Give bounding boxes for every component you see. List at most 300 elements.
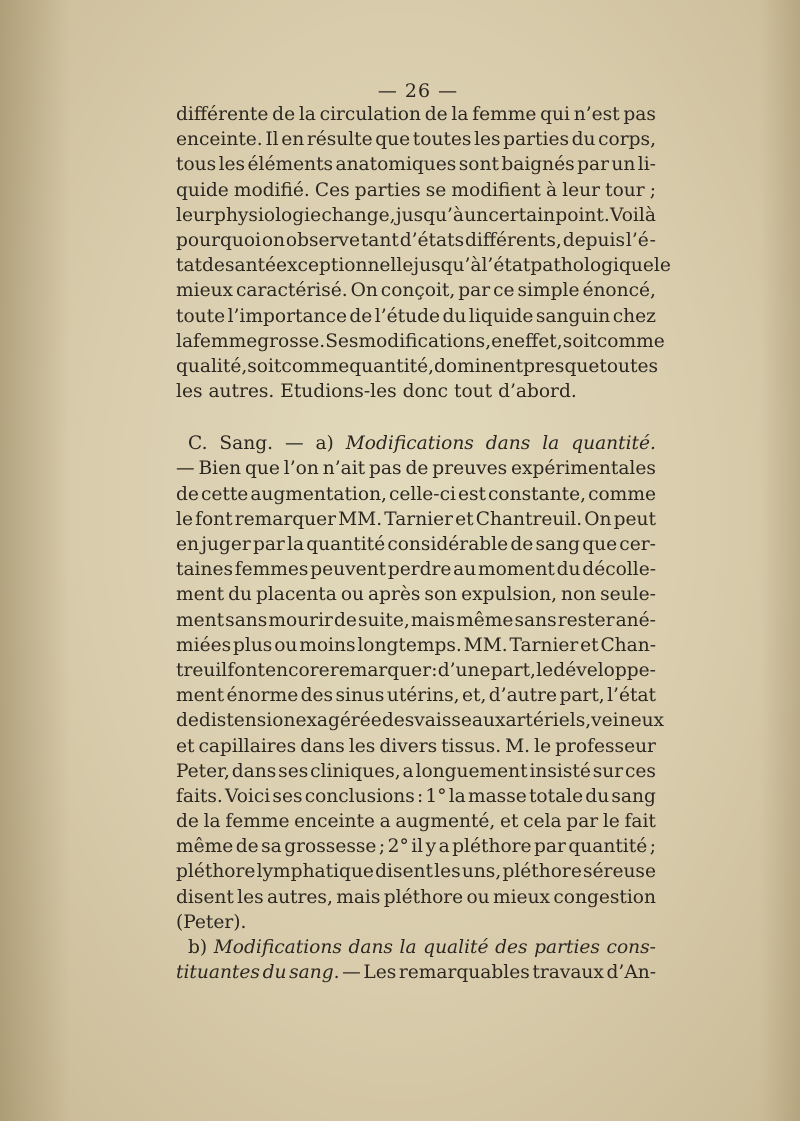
word: y	[425, 836, 437, 858]
text-line	[176, 178, 656, 203]
word: ;	[378, 836, 386, 858]
word: la	[176, 330, 194, 352]
word: par	[566, 811, 599, 833]
word: disent	[176, 886, 234, 908]
word: mais	[336, 886, 381, 908]
word: quantité	[306, 534, 386, 555]
word: tour	[605, 179, 645, 201]
word: donc	[402, 381, 449, 403]
word: n’ait	[322, 458, 366, 480]
text-line	[176, 784, 656, 809]
word: développe-	[553, 659, 656, 681]
word: ces	[625, 760, 656, 782]
word: expérimentales	[511, 458, 656, 480]
word: change,	[321, 204, 396, 226]
word: différents,	[464, 229, 562, 251]
word: conclusions	[304, 785, 415, 807]
word: énoncé,	[582, 280, 656, 302]
word: en	[281, 129, 305, 151]
word: comme	[281, 355, 350, 377]
text-line	[176, 532, 656, 557]
word: sans	[225, 609, 268, 631]
word: des	[381, 710, 415, 732]
word: de	[333, 609, 357, 631]
word: peut	[613, 508, 656, 530]
word: quantité	[568, 836, 648, 858]
text-line	[176, 329, 665, 354]
word: de	[176, 710, 199, 732]
word: le	[536, 659, 554, 681]
word: un	[611, 154, 636, 176]
word: modifient	[451, 179, 541, 201]
word: congestion	[553, 886, 656, 908]
word: Ces	[314, 179, 350, 201]
word: que	[582, 534, 618, 555]
text-line	[176, 456, 656, 481]
word: femme	[193, 330, 258, 352]
word: part,	[490, 659, 536, 681]
word: ment	[176, 584, 225, 606]
word: Tarnier	[509, 634, 579, 656]
word: ses	[272, 785, 303, 807]
word: par	[534, 836, 566, 858]
word: parties	[503, 129, 570, 151]
word: toute	[176, 305, 226, 327]
word: par	[577, 154, 609, 176]
word: ;	[649, 179, 656, 201]
word: point.	[555, 204, 610, 226]
word: certain	[488, 204, 556, 226]
word: ;	[649, 836, 656, 858]
word: modifications,	[358, 330, 492, 352]
word: sinus	[335, 685, 385, 707]
word: à	[546, 179, 558, 201]
word: faits.	[176, 785, 223, 807]
word: un	[464, 204, 489, 226]
word: corps,	[598, 129, 656, 151]
text-line	[176, 228, 656, 253]
word: pas	[369, 458, 402, 480]
word: On	[350, 280, 378, 302]
word: qualité,	[176, 355, 248, 377]
word: Tarnier	[384, 508, 454, 530]
word: distension	[198, 710, 296, 732]
word: le	[534, 735, 552, 757]
word: après	[367, 584, 421, 606]
word: la	[203, 811, 221, 833]
word: du	[228, 584, 252, 606]
word: remarquables	[398, 962, 530, 984]
word: se	[425, 179, 447, 201]
word: sang	[611, 785, 656, 807]
word: part,	[559, 685, 605, 707]
word: ané-	[615, 609, 656, 631]
word: et	[176, 735, 195, 757]
word: Ses	[325, 330, 359, 352]
word: font	[195, 508, 233, 530]
word: Sang.	[219, 433, 274, 455]
word: dans	[348, 937, 393, 958]
word: Les	[363, 962, 397, 984]
paragraph	[176, 431, 665, 935]
word: quantité,	[349, 355, 435, 377]
word: pléthore	[502, 861, 582, 883]
text-line	[176, 253, 671, 278]
word: de	[272, 104, 296, 125]
word: les	[237, 886, 264, 908]
word: sur	[592, 760, 624, 782]
word: preuves	[432, 458, 508, 480]
text-line	[176, 278, 656, 303]
text-line	[176, 859, 656, 884]
word: il	[411, 836, 424, 858]
word: exagérée	[295, 710, 382, 732]
word: pléthore	[452, 836, 532, 858]
word: baignés	[501, 154, 575, 176]
word: Peter,	[176, 760, 230, 782]
word: et	[580, 634, 599, 656]
word: de	[405, 458, 429, 480]
word: :	[431, 659, 438, 681]
word: pathologique	[530, 255, 654, 277]
word: les	[218, 154, 246, 176]
word: vaisseaux	[414, 710, 506, 732]
word: a)	[315, 433, 334, 455]
word: la	[451, 104, 469, 125]
word: que	[245, 458, 280, 480]
word: li-	[637, 154, 656, 176]
word: est	[457, 483, 486, 505]
word: le	[653, 255, 671, 277]
word: disent	[375, 861, 433, 883]
word: le	[602, 811, 620, 833]
word: parties	[534, 937, 600, 958]
word: femme	[472, 104, 537, 125]
word: peuvent	[310, 559, 387, 581]
word: lymphatique	[256, 861, 374, 883]
word: l’importance	[227, 305, 347, 327]
word: la	[542, 433, 560, 455]
word: l’é	[625, 229, 649, 251]
word: Modifications	[345, 433, 474, 455]
text-line	[176, 203, 656, 228]
word: quantité.	[571, 433, 656, 455]
word: du	[585, 785, 610, 807]
text-line	[176, 834, 656, 859]
word: tout	[454, 381, 493, 403]
word: tat	[176, 255, 203, 277]
text-line	[176, 885, 656, 910]
word: du	[262, 962, 287, 984]
word: physiologie	[214, 204, 322, 226]
word: parties	[354, 179, 421, 201]
word: observe	[285, 229, 360, 251]
word: Voilà	[610, 204, 656, 226]
word: miées	[176, 634, 232, 656]
word: ses	[278, 760, 309, 782]
word: totale	[528, 785, 584, 807]
word: du	[556, 559, 581, 581]
text-line	[176, 960, 656, 985]
word: les	[176, 381, 203, 403]
word: et	[455, 508, 474, 530]
word: MM.	[463, 634, 508, 656]
word: artériels,	[505, 710, 592, 732]
word: même	[456, 609, 514, 631]
word: ou	[340, 584, 364, 606]
text-line	[176, 152, 656, 177]
word: capillaires	[198, 735, 297, 757]
word: le	[176, 508, 193, 530]
word: dans	[485, 433, 531, 455]
word: remarquer	[329, 659, 432, 681]
word: mourir	[268, 609, 333, 631]
word: sang.	[289, 962, 340, 984]
word: Chantreuil.	[475, 508, 583, 530]
word: expulsion,	[461, 584, 557, 606]
word: la	[287, 534, 305, 555]
word: les	[474, 129, 501, 151]
word: circulation	[319, 104, 421, 125]
word: On	[584, 508, 612, 530]
text-line	[176, 683, 656, 708]
text-line	[176, 127, 656, 152]
word: d’autre	[488, 685, 558, 707]
word: grosse.	[257, 330, 326, 352]
word: enceinte.	[176, 129, 263, 151]
word: par	[252, 534, 285, 555]
word: que	[375, 129, 411, 151]
word: b)	[188, 937, 208, 958]
word: résulte	[306, 129, 373, 151]
word: n’est	[573, 104, 620, 125]
word: autres,	[267, 886, 333, 908]
word: sont	[458, 154, 499, 176]
word: cons-	[606, 937, 656, 958]
word: augmentation,	[250, 483, 387, 505]
word: d’une	[437, 659, 491, 681]
word: qui	[540, 104, 570, 125]
word: a	[438, 836, 450, 858]
word: 2°	[387, 836, 409, 858]
word: de	[202, 255, 225, 277]
word: constante,	[488, 483, 587, 505]
word: —	[284, 433, 304, 455]
word: C.	[188, 433, 208, 455]
word: pourquoi	[176, 229, 261, 251]
word: Voici	[225, 785, 271, 807]
word: augmenté,	[395, 811, 496, 833]
word: l’état	[607, 685, 656, 707]
page-number: — 26 —	[377, 80, 459, 102]
word: femmes	[234, 559, 309, 581]
word: grossesse	[284, 836, 377, 858]
word: comme	[588, 483, 656, 505]
word: en	[491, 330, 515, 352]
word: ment	[176, 609, 225, 631]
word: de	[349, 305, 373, 327]
word: professeur	[555, 735, 656, 757]
word: veineux	[591, 710, 665, 732]
text-line	[176, 582, 656, 607]
word: toutes	[412, 129, 472, 151]
word: remarquer	[234, 508, 337, 530]
word: jusqu’à	[413, 255, 482, 277]
word: de	[510, 534, 534, 555]
word: non	[560, 584, 597, 606]
word: font	[227, 659, 265, 681]
word: et	[500, 811, 519, 833]
word: l’on	[283, 458, 319, 480]
word: en	[176, 534, 199, 555]
word: enceinte	[294, 811, 375, 833]
word: a	[402, 760, 414, 782]
word: placenta	[255, 584, 337, 606]
word: 1°	[425, 785, 447, 807]
word: taines	[176, 559, 234, 581]
word: femme	[225, 811, 290, 833]
word: Modifications	[213, 937, 342, 958]
word: sanguin	[535, 305, 611, 327]
word: comme	[596, 330, 665, 352]
word: MM.	[338, 508, 383, 530]
word: qualité	[423, 937, 489, 958]
word: moment	[477, 559, 555, 581]
word: mais	[410, 609, 456, 631]
word: plus	[232, 634, 273, 656]
word: exceptionnelle	[276, 255, 414, 277]
word: dans	[231, 760, 277, 782]
word: Bien	[198, 458, 242, 480]
word: on	[261, 229, 286, 251]
text-line	[176, 633, 656, 658]
word: les	[348, 735, 376, 757]
word: tous	[176, 154, 217, 176]
word: caractérisé.	[236, 280, 348, 302]
word: travaux	[532, 962, 604, 984]
text-line	[176, 354, 659, 379]
body-text	[176, 102, 671, 985]
text-line	[176, 608, 656, 633]
word: ce	[493, 280, 515, 302]
word: longtemps.	[357, 634, 462, 656]
word: —	[342, 962, 361, 984]
word: masse	[467, 785, 527, 807]
word: cer-	[619, 534, 656, 555]
paragraph	[176, 102, 671, 404]
word: uns,	[461, 861, 502, 883]
word: par	[458, 280, 491, 302]
word: de	[176, 811, 199, 833]
word: divers	[379, 735, 438, 757]
word: soit	[247, 355, 282, 377]
word: l’étude	[374, 305, 440, 327]
word: sans	[514, 609, 557, 631]
word: décolle-	[582, 559, 656, 581]
word: ment	[176, 685, 225, 707]
word: presque	[523, 355, 600, 377]
word: Etudions-les	[280, 381, 397, 403]
word: leur	[562, 179, 601, 201]
word: -	[649, 229, 656, 251]
word: :	[416, 785, 424, 807]
word: —	[176, 458, 195, 480]
word: tituantes	[176, 962, 260, 984]
word: insisté	[529, 760, 591, 782]
word: considérable	[387, 534, 509, 555]
text-line	[176, 557, 656, 582]
word: des	[300, 685, 334, 707]
word: d’états	[399, 229, 465, 251]
paragraph-gap	[176, 404, 656, 431]
word: mieux	[176, 280, 234, 302]
text-line	[176, 379, 656, 404]
word: suite,	[357, 609, 410, 631]
text-line	[176, 507, 656, 532]
word: d’abord.	[498, 381, 577, 403]
word: simple	[517, 280, 580, 302]
word: toutes	[599, 355, 659, 377]
text-line	[176, 708, 665, 733]
word: son	[424, 584, 458, 606]
word: dans	[300, 735, 345, 757]
text-line	[176, 809, 656, 834]
word: même	[176, 836, 234, 858]
paragraph	[176, 935, 656, 985]
text-line	[176, 658, 656, 683]
word: encore	[265, 659, 330, 681]
word: liquide	[468, 305, 534, 327]
word: chez	[612, 305, 656, 327]
word: de	[424, 104, 448, 125]
word: les	[434, 861, 461, 883]
word: la	[298, 104, 316, 125]
text-line	[176, 304, 656, 329]
word: Il	[265, 129, 279, 151]
word: conçoit,	[380, 280, 456, 302]
word: juger	[201, 534, 251, 555]
word: perdre	[387, 559, 452, 581]
word: séreuse	[583, 861, 656, 883]
word: utérins,	[386, 685, 460, 707]
word: et,	[461, 685, 487, 707]
word: autres.	[208, 381, 275, 403]
word: M.	[505, 735, 531, 757]
word: Chan-	[600, 634, 656, 656]
text-line	[176, 102, 656, 127]
word: la	[399, 937, 417, 958]
word: depuis	[562, 229, 625, 251]
word: l’état	[481, 255, 531, 277]
word: celle-ci	[388, 483, 456, 505]
word: modifié.	[233, 179, 310, 201]
word: sang	[535, 534, 580, 555]
word: cela	[523, 811, 562, 833]
word: ou	[274, 634, 298, 656]
word: seule-	[600, 584, 656, 606]
word: de	[176, 483, 199, 505]
word: longuement	[415, 760, 528, 782]
word: quide	[176, 179, 229, 201]
word: cette	[200, 483, 249, 505]
word: leur	[176, 204, 214, 226]
word: santé	[224, 255, 277, 277]
word: la	[448, 785, 466, 807]
word: a	[379, 811, 391, 833]
word: mieux	[492, 886, 551, 908]
word: éléments	[247, 154, 334, 176]
word: soit	[562, 330, 597, 352]
